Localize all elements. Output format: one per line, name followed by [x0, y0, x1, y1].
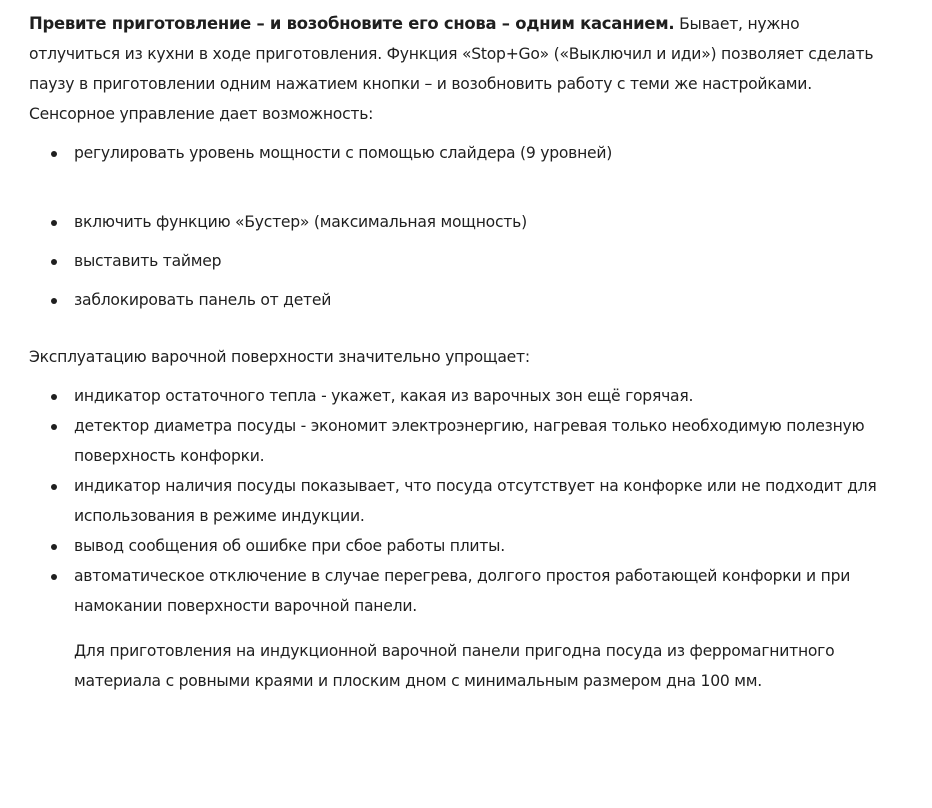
- list-item: индикатор наличия посуды показывает, что посуда отсутствует на конфорке или не подходит для использования в режиме индукции.: [29, 471, 883, 531]
- list-item: включить функцию «Бустер» (максимальная мощность): [29, 207, 883, 237]
- list-item: автоматическое отключение в случае перегрева, долгого простоя работающей конфорки и при намокании поверхности варочной панели.: [29, 561, 883, 621]
- stop-go-paragraph: [29, 9, 883, 99]
- stop-go-text: Бывает, нужно отлучиться из кухни в ходе приготовления. Функция «Stop+Go» («Выключил и иди») позволяет сделать паузу в приготовлении одним нажатием кнопки – и возобновить работу с теми же настройками.: [29, 15, 874, 93]
- usage-intro: Эксплуатацию варочной поверхности значительно упрощает:: [29, 348, 530, 366]
- list-item: детектор диаметра посуды - экономит электроэнергию, нагревая только необходимую полезную поверхность конфорки.: [29, 411, 883, 471]
- usage-features-list: [29, 381, 883, 621]
- stop-go-heading: Превите приготовление – и возобновите его снова – одним касанием.: [29, 14, 675, 33]
- cookware-note: Для приготовления на индукционной варочной панели пригодна посуда из ферромагнитного материала с ровными краями и плоским дном с минимальным размером дна 100 мм.: [74, 642, 835, 690]
- list-item: регулировать уровень мощности с помощью слайдера (9 уровней): [29, 138, 883, 168]
- touch-control-list: [29, 138, 883, 315]
- list-item: индикатор остаточного тепла - укажет, какая из варочных зон ещё горячая.: [29, 381, 883, 411]
- list-item: вывод сообщения об ошибке при сбое работы плиты.: [29, 531, 883, 561]
- list-item: заблокировать панель от детей: [29, 285, 883, 315]
- touch-control-intro: Сенсорное управление дает возможность:: [29, 105, 374, 123]
- list-item: выставить таймер: [29, 246, 883, 276]
